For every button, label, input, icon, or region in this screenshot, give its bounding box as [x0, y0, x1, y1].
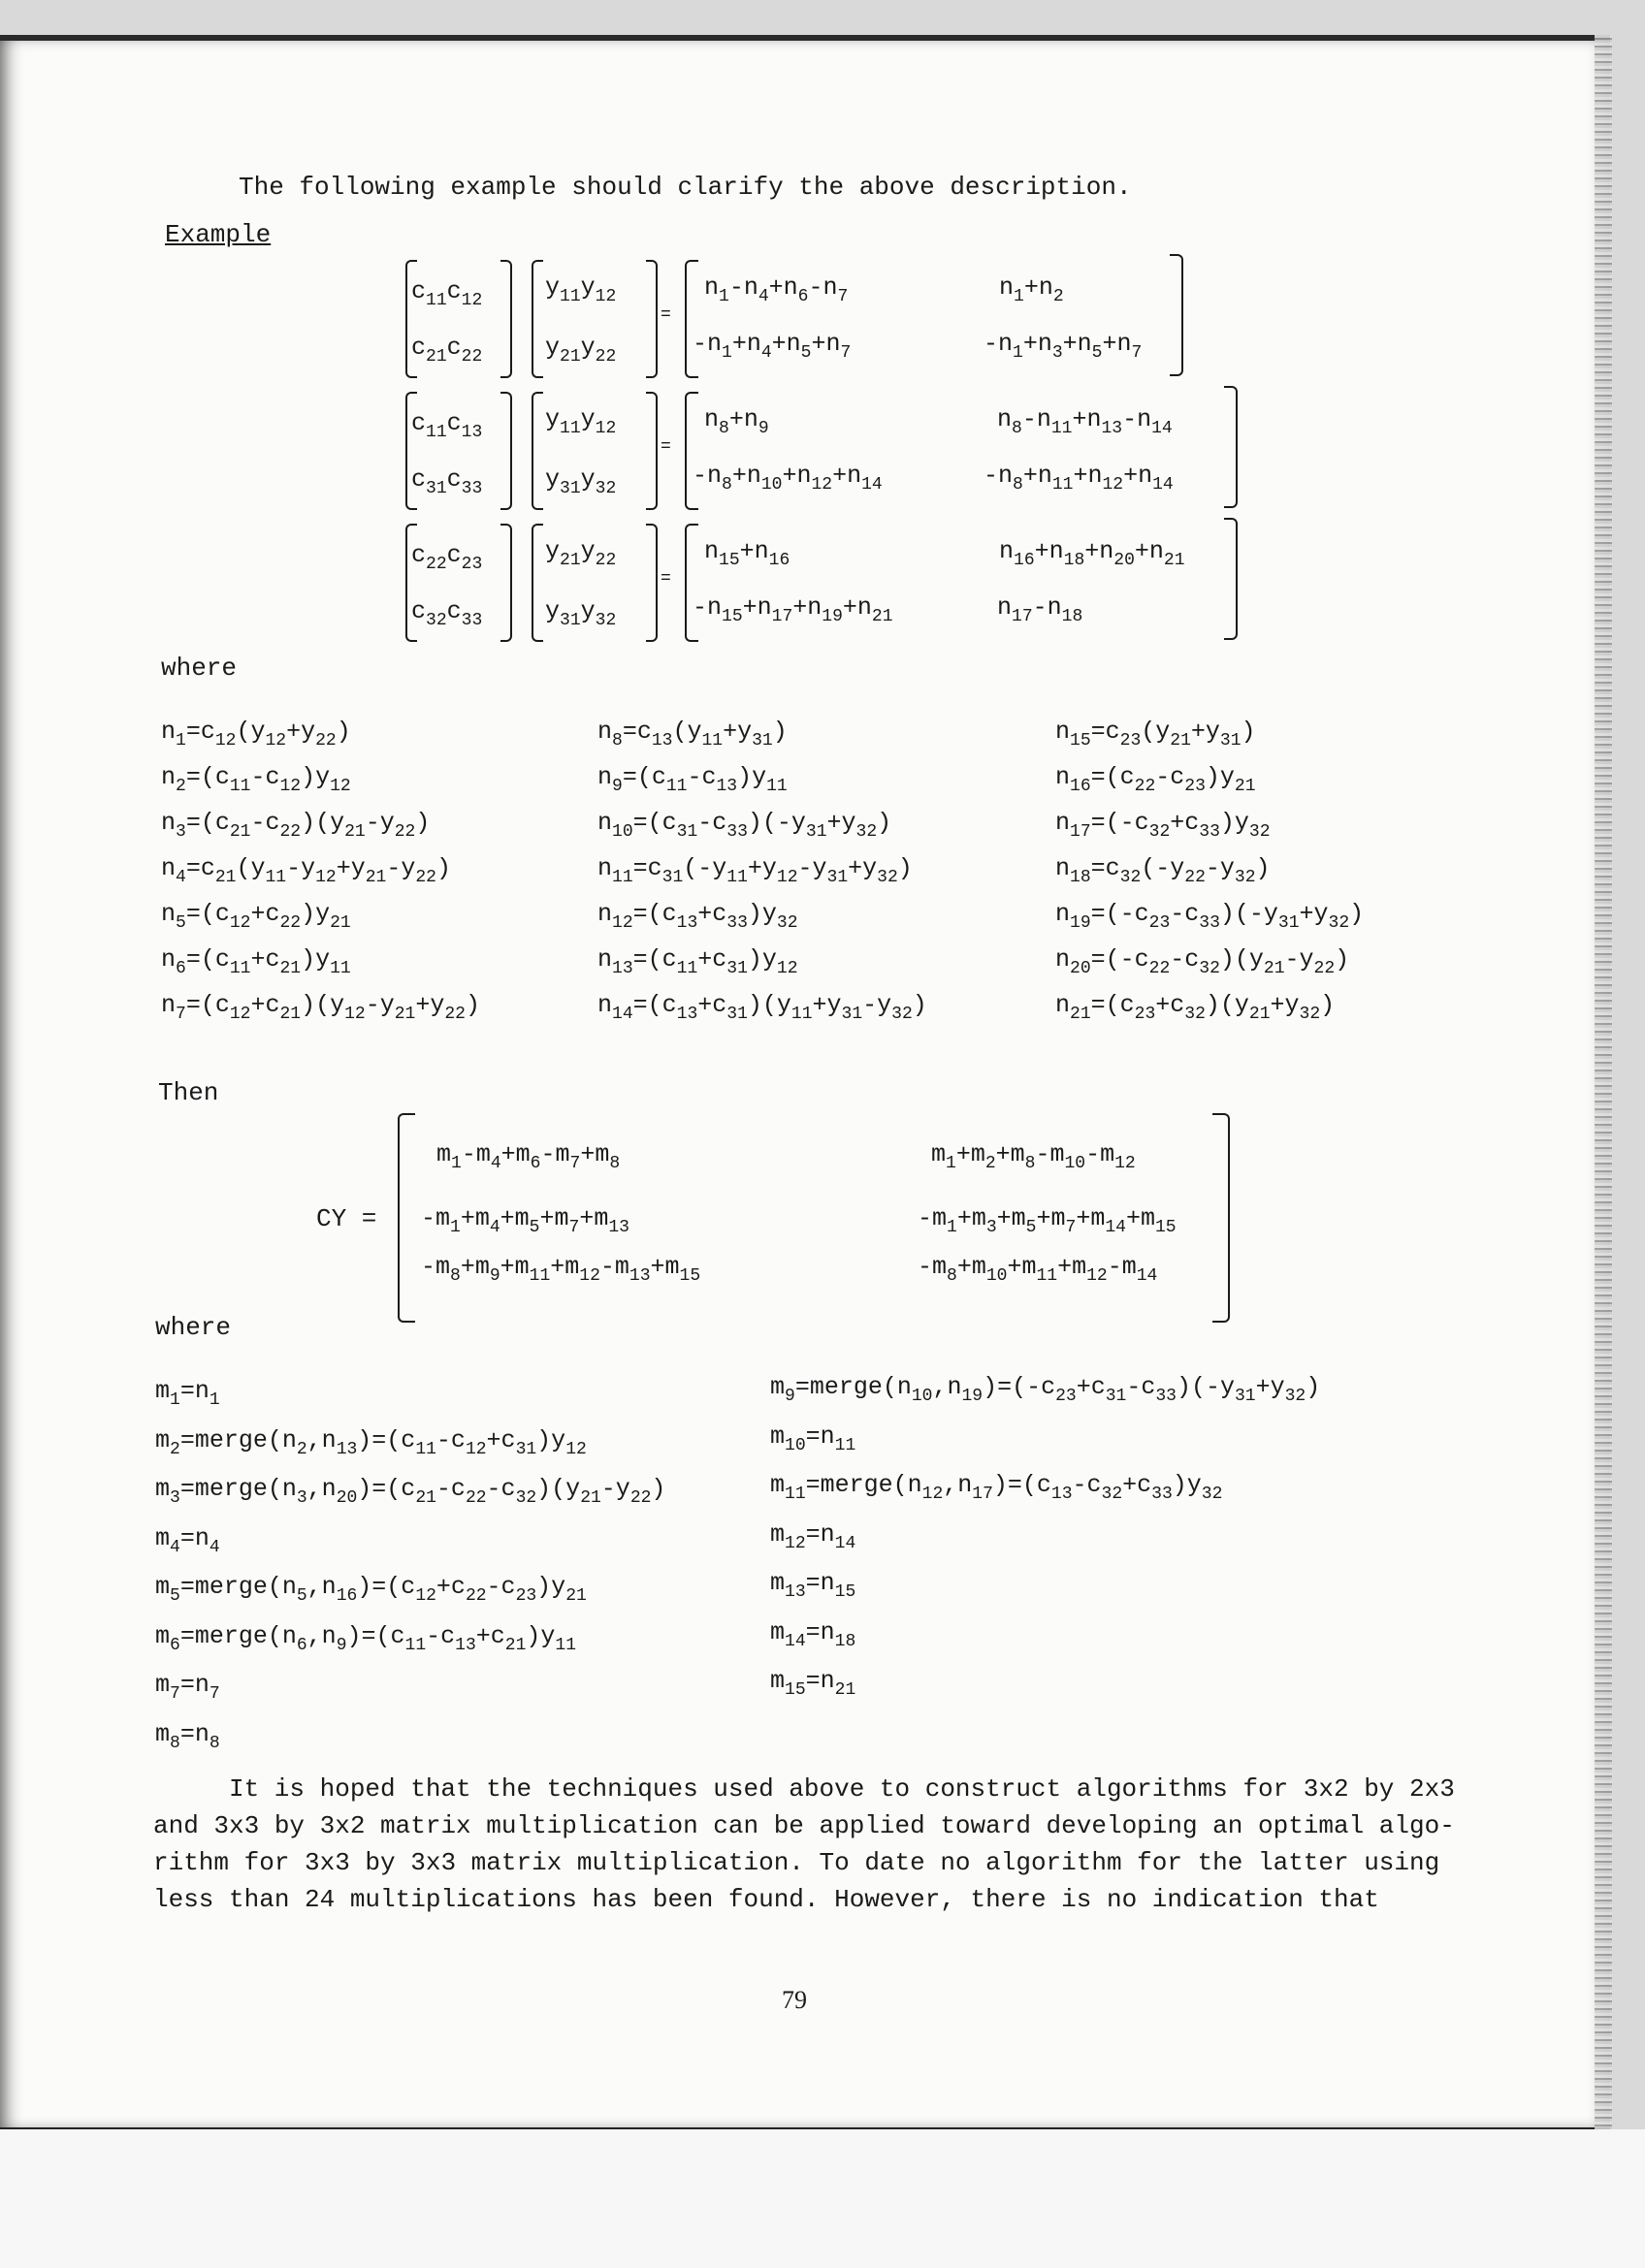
m-definition: $m_5=merge(n_5,n_{16})=(c_{12}+c_{22}-c_{23})y_{21}$ — [155, 1573, 587, 1606]
result-left-bracket — [685, 260, 698, 378]
result-right-bracket — [1224, 518, 1238, 640]
matrix-b-left-bracket — [532, 260, 543, 378]
matrix-b-right-bracket — [646, 260, 658, 378]
matrix-b-right-bracket — [646, 392, 658, 510]
result-entry: $n_1-n_4+n_6-n_7$ — [704, 273, 849, 306]
matrix-a-entry: $c_{22}c_{23}$ — [411, 541, 483, 574]
n-definition: $n_7=(c_{12}+c_{21})(y_{12}-y_{21}+y_{22})$ — [161, 991, 480, 1024]
cy-entry: $m_1+m_2+m_8-m_{10}-m_{12}$ — [931, 1140, 1136, 1173]
matrix-b-right-bracket — [646, 524, 658, 642]
example-heading: Example — [165, 220, 272, 249]
cy-right-bracket — [1212, 1113, 1230, 1323]
n-definition: $n_5=(c_{12}+c_{22})y_{21}$ — [161, 900, 351, 933]
where-label: where — [161, 654, 238, 683]
n-definition: $n_{13}=(c_{11}+c_{31})y_{12}$ — [597, 945, 798, 978]
matrix-a-entry: $c_{11}c_{13}$ — [411, 409, 483, 442]
cy-entry: $-m_1+m_3+m_5+m_7+m_{14}+m_{15}$ — [918, 1204, 1177, 1237]
paragraph-line: rithm for 3x3 by 3x3 matrix multiplication. To date no algorithm for the latter using — [153, 1848, 1440, 1877]
result-right-bracket — [1170, 254, 1183, 376]
n-definition: $n_8=c_{13}(y_{11}+y_{31})$ — [597, 718, 788, 751]
n-definition: $n_3=(c_{21}-c_{22})(y_{21}-y_{22})$ — [161, 809, 431, 842]
result-left-bracket — [685, 524, 698, 642]
matrix-a-entry: $c_{21}c_{22}$ — [411, 334, 483, 367]
result-entry: $-n_{15}+n_{17}+n_{19}+n_{21}$ — [693, 593, 893, 626]
n-definition: $n_9=(c_{11}-c_{13})y_{11}$ — [597, 763, 788, 796]
result-entry: $n_{15}+n_{16}$ — [704, 537, 790, 570]
n-definition: $n_{18}=c_{32}(-y_{22}-y_{32})$ — [1055, 854, 1271, 887]
n-definition: $n_{20}=(-c_{22}-c_{32})(y_{21}-y_{22})$ — [1055, 945, 1350, 978]
matrix-b-entry: $y_{31}y_{32}$ — [545, 597, 617, 630]
cy-entry: $-m_8+m_9+m_{11}+m_{12}-m_{13}+m_{15}$ — [421, 1253, 701, 1286]
cy-entry: $m_1-m_4+m_6-m_7+m_8$ — [436, 1140, 621, 1173]
result-right-bracket — [1224, 386, 1238, 508]
m-definition: $m_4=n_4$ — [155, 1523, 220, 1557]
matrix-b-left-bracket — [532, 392, 543, 510]
n-definition: $n_4=c_{21}(y_{11}-y_{12}+y_{21}-y_{22})$ — [161, 854, 451, 887]
equals-sign: = — [661, 437, 671, 457]
n-definition: $n_{12}=(c_{13}+c_{33})y_{32}$ — [597, 900, 798, 933]
page-edge — [1595, 35, 1612, 2129]
matrix-b-entry: $y_{21}y_{22}$ — [545, 537, 617, 570]
result-entry: $-n_8+n_{11}+n_{12}+n_{14}$ — [984, 462, 1174, 495]
equals-sign: = — [661, 305, 671, 325]
n-definition: $n_2=(c_{11}-c_{12})y_{12}$ — [161, 763, 351, 796]
n-definition: $n_6=(c_{11}+c_{21})y_{11}$ — [161, 945, 351, 978]
result-entry: $n_{16}+n_{18}+n_{20}+n_{21}$ — [999, 537, 1185, 570]
matrix-b-entry: $y_{11}y_{12}$ — [545, 405, 617, 438]
result-entry: $n_{17}-n_{18}$ — [997, 593, 1083, 626]
m-definition: $m_6=merge(n_6,n_9)=(c_{11}-c_{13}+c_{21})y_{11}$ — [155, 1621, 576, 1655]
m-definition: $m_{15}=n_{21}$ — [770, 1667, 856, 1700]
then-label: Then — [158, 1078, 219, 1107]
equals-sign: = — [661, 569, 671, 589]
paragraph-line: less than 24 multiplications has been found. However, there is no indication that — [153, 1885, 1379, 1914]
page-number: 79 — [782, 1986, 807, 2014]
m-definition: $m_{10}=n_{11}$ — [770, 1421, 856, 1455]
matrix-a-right-bracket — [500, 392, 512, 510]
matrix-a-entry: $c_{32}c_{33}$ — [411, 597, 483, 630]
bottom-margin — [0, 2129, 1645, 2268]
n-definition: $n_1=c_{12}(y_{12}+y_{22})$ — [161, 718, 351, 751]
n-definition: $n_{19}=(-c_{23}-c_{33})(-y_{31}+y_{32})$ — [1055, 900, 1365, 933]
n-definition: $n_{10}=(c_{31}-c_{33})(-y_{31}+y_{32})$ — [597, 809, 892, 842]
m-definition: $m_3=merge(n_3,n_{20})=(c_{21}-c_{22}-c_{32})(y_{21}-y_{22})$ — [155, 1475, 666, 1508]
intro-sentence: The following example should clarify the above description. — [239, 173, 1132, 202]
n-definition: $n_{11}=c_{31}(-y_{11}+y_{12}-y_{31}+y_{32})$ — [597, 854, 913, 887]
matrix-a-entry: $c_{11}c_{12}$ — [411, 277, 483, 310]
result-left-bracket — [685, 392, 698, 510]
cy-label: CY = — [316, 1204, 377, 1233]
closing-paragraph — [153, 1771, 1455, 1918]
matrix-a-right-bracket — [500, 524, 512, 642]
m-definition: $m_{12}=n_{14}$ — [770, 1519, 856, 1553]
m-definition: $m_9=merge(n_{10},n_{19})=(-c_{23}+c_{31}-c_{33})(-y_{31}+y_{32})$ — [770, 1373, 1321, 1406]
n-definition: $n_{16}=(c_{22}-c_{23})y_{21}$ — [1055, 763, 1256, 796]
matrix-a-right-bracket — [500, 260, 512, 378]
result-entry: $-n_1+n_4+n_5+n_7$ — [693, 330, 852, 363]
matrix-b-entry: $y_{11}y_{12}$ — [545, 273, 617, 306]
matrix-a-entry: $c_{31}c_{33}$ — [411, 465, 483, 498]
m-definition: $m_1=n_1$ — [155, 1377, 220, 1410]
result-entry: $n_1+n_2$ — [999, 273, 1064, 306]
n-definition: $n_{15}=c_{23}(y_{21}+y_{31})$ — [1055, 718, 1256, 751]
result-entry: $n_8+n_9$ — [704, 405, 769, 438]
m-definition: $m_2=merge(n_2,n_{13})=(c_{11}-c_{12}+c_{31})y_{12}$ — [155, 1425, 587, 1459]
m-definition: $m_{11}=merge(n_{12},n_{17})=(c_{13}-c_{32}+c_{33})y_{32}$ — [770, 1471, 1223, 1504]
result-entry: $n_8-n_{11}+n_{13}-n_{14}$ — [997, 405, 1173, 438]
n-definition: $n_{21}=(c_{23}+c_{32})(y_{21}+y_{32})$ — [1055, 991, 1336, 1024]
where-label-2: where — [155, 1313, 232, 1342]
n-definition: $n_{14}=(c_{13}+c_{31})(y_{11}+y_{31}-y_{32})$ — [597, 991, 927, 1024]
matrix-b-entry: $y_{21}y_{22}$ — [545, 334, 617, 367]
result-entry: $-n_8+n_{10}+n_{12}+n_{14}$ — [693, 462, 883, 495]
m-definition: $m_8=n_8$ — [155, 1719, 220, 1753]
matrix-b-left-bracket — [532, 524, 543, 642]
m-definition: $m_7=n_7$ — [155, 1671, 220, 1704]
matrix-b-entry: $y_{31}y_{32}$ — [545, 465, 617, 498]
cy-entry: $-m_8+m_{10}+m_{11}+m_{12}-m_{14}$ — [918, 1253, 1158, 1286]
m-definition: $m_{13}=n_{15}$ — [770, 1569, 856, 1602]
n-definition: $n_{17}=(-c_{32}+c_{33})y_{32}$ — [1055, 809, 1271, 842]
paragraph-line: It is hoped that the techniques used above to construct algorithms for 3x2 by 2x3 — [229, 1774, 1455, 1804]
result-entry: $-n_1+n_3+n_5+n_7$ — [984, 330, 1143, 363]
cy-left-bracket — [398, 1113, 415, 1323]
paragraph-line: and 3x3 by 3x2 matrix multiplication can be applied toward developing an optimal algo- — [153, 1811, 1455, 1840]
cy-entry: $-m_1+m_4+m_5+m_7+m_{13}$ — [421, 1204, 629, 1237]
m-definition: $m_{14}=n_{18}$ — [770, 1617, 856, 1651]
